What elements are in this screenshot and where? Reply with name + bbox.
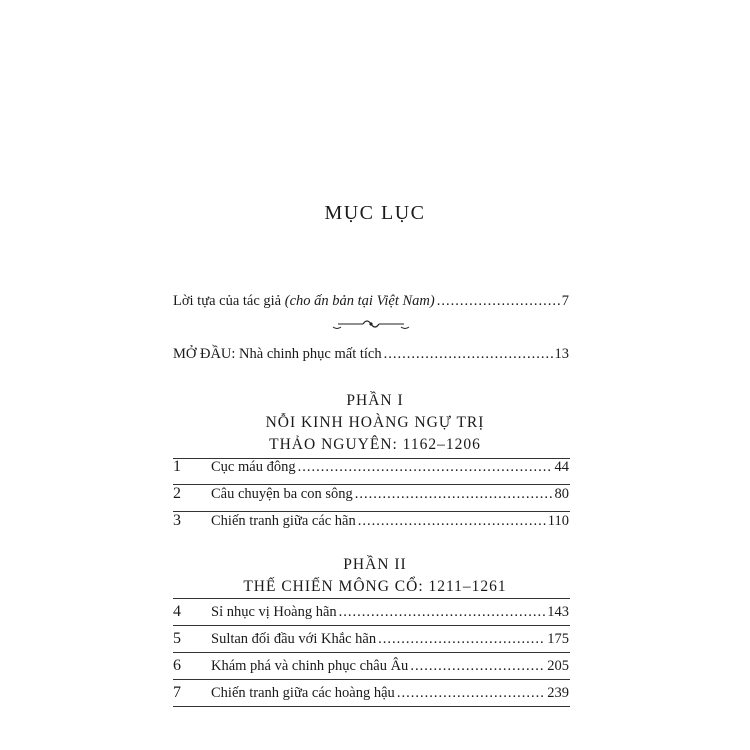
chapter-page: 205 [547, 658, 569, 674]
dot-leader [355, 486, 553, 503]
chapter-title: Cục máu đông [211, 459, 296, 475]
chapter-entry [173, 684, 569, 706]
section-rule [173, 652, 570, 653]
chapter-number: 5 [173, 630, 181, 647]
chapter-title: Khám phá và chinh phục châu Âu [211, 658, 409, 674]
chapter-page: 239 [547, 685, 569, 701]
dot-leader [410, 658, 545, 675]
toc-entry-preface [173, 293, 569, 315]
chapter-page: 143 [547, 604, 569, 620]
part-subtitle: THẾ CHIẾN MÔNG CỔ: 1211–1261 [243, 578, 507, 595]
chapter-number: 4 [173, 603, 181, 620]
chapter-page: 44 [554, 459, 569, 475]
section-rule [173, 706, 570, 707]
toc-entry-label: MỞ ĐẦU: Nhà chinh phục mất tích [173, 346, 382, 362]
toc-entry-intro [173, 346, 569, 368]
chapter-title: Sultan đối đầu với Khắc hãn [211, 631, 377, 647]
part-heading: PHẦN I [346, 392, 404, 409]
chapter-entry [173, 630, 569, 652]
toc-entry-label: Lời tựa của tác giả (cho ấn bản tại Việt Nam) [173, 293, 435, 309]
part-heading: PHẦN II [343, 556, 407, 573]
ornament-divider-icon [173, 318, 569, 332]
chapter-title: Chiến tranh giữa các hoàng hậu [211, 685, 395, 701]
chapter-page: 110 [547, 513, 569, 529]
section-rule [173, 625, 570, 626]
chapter-title: Chiến tranh giữa các hãn [211, 513, 356, 529]
page-title: MỤC LỤC [324, 202, 426, 224]
chapter-entry [173, 458, 569, 480]
chapter-title: Sỉ nhục vị Hoàng hãn [211, 604, 337, 620]
chapter-number: 7 [173, 684, 181, 701]
chapter-number: 2 [173, 485, 181, 502]
dot-leader [437, 293, 560, 310]
part-subtitle: NỖI KINH HOÀNG NGỰ TRỊ [265, 414, 485, 431]
toc-page-number: 7 [561, 293, 569, 309]
toc-page-number: 13 [554, 346, 569, 362]
chapter-page: 175 [547, 631, 569, 647]
dot-leader [298, 459, 553, 476]
chapter-number: 3 [173, 512, 181, 529]
chapter-entry [173, 512, 569, 534]
chapter-entry [173, 603, 569, 625]
dot-leader [378, 631, 545, 648]
chapter-number: 1 [173, 458, 181, 475]
dot-leader [339, 604, 546, 621]
dot-leader [397, 685, 545, 702]
chapter-title: Câu chuyện ba con sông [211, 486, 353, 502]
chapter-entry [173, 657, 569, 679]
chapter-entry [173, 485, 569, 507]
section-rule [173, 598, 570, 599]
dot-leader [358, 513, 546, 530]
dot-leader [384, 346, 553, 363]
section-rule [173, 679, 570, 680]
part-subtitle: THẢO NGUYÊN: 1162–1206 [269, 436, 481, 453]
chapter-page: 80 [554, 486, 569, 502]
chapter-number: 6 [173, 657, 181, 674]
